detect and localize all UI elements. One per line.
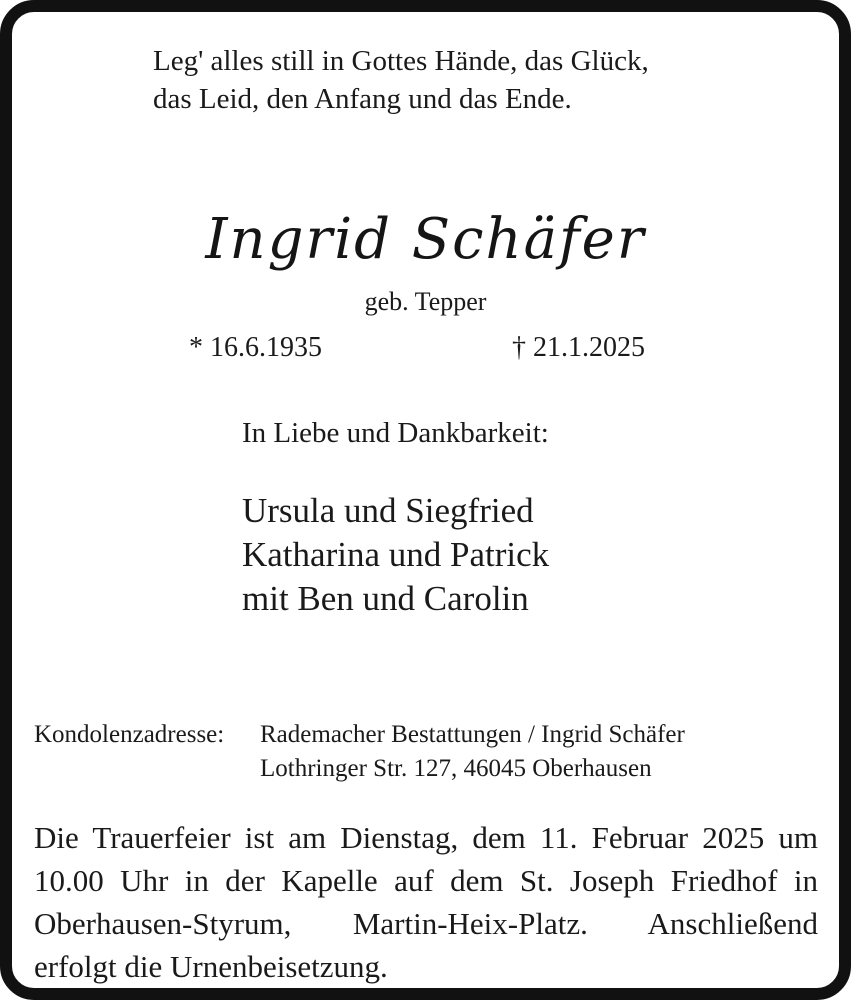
condolence-row-2 <box>34 752 685 786</box>
condolence-line-2: Lothringer Str. 127, 46045 Oberhausen <box>260 755 652 782</box>
maiden-name: geb. Tepper <box>364 287 487 316</box>
verse-line-1: Leg' alles still in Gottes Hände, das Glück, <box>153 45 649 77</box>
birth-date: * 16.6.1935 <box>189 332 322 363</box>
mourner-line: mit Ben und Carolin <box>242 579 529 618</box>
verse-line-2: das Leid, den Anfang und das Ende. <box>153 83 572 115</box>
condolence-indent <box>34 752 260 786</box>
service-line: 10.00 Uhr in der Kapelle auf dem St. Joseph Friedhof in <box>34 863 818 898</box>
mourner-line: Ursula und Siegfried <box>242 491 534 530</box>
mourners-intro: In Liebe und Dankbarkeit: <box>242 417 549 449</box>
condolence-row-1 <box>34 718 685 752</box>
condolence-line-1: Rademacher Bestattungen / Ingrid Schäfer <box>260 721 685 748</box>
mourner-line: Katharina und Patrick <box>242 535 550 574</box>
service-notice <box>34 816 818 988</box>
service-line: Die Trauerfeier ist am Dienstag, dem 11. Februar 2025 um <box>34 820 818 855</box>
condolence-label: Kondolenzadresse: <box>34 721 225 748</box>
condolence-address <box>34 718 685 786</box>
service-line: erfolgt die Urnenbeisetzung. <box>34 949 388 984</box>
deceased-name: Ingrid Schäfer <box>205 207 646 272</box>
verse <box>153 42 649 118</box>
death-date: † 21.1.2025 <box>512 332 645 363</box>
service-line: Oberhausen-Styrum, Martin-Heix-Platz. Anschließend <box>34 906 818 941</box>
mourners-list <box>242 489 549 621</box>
